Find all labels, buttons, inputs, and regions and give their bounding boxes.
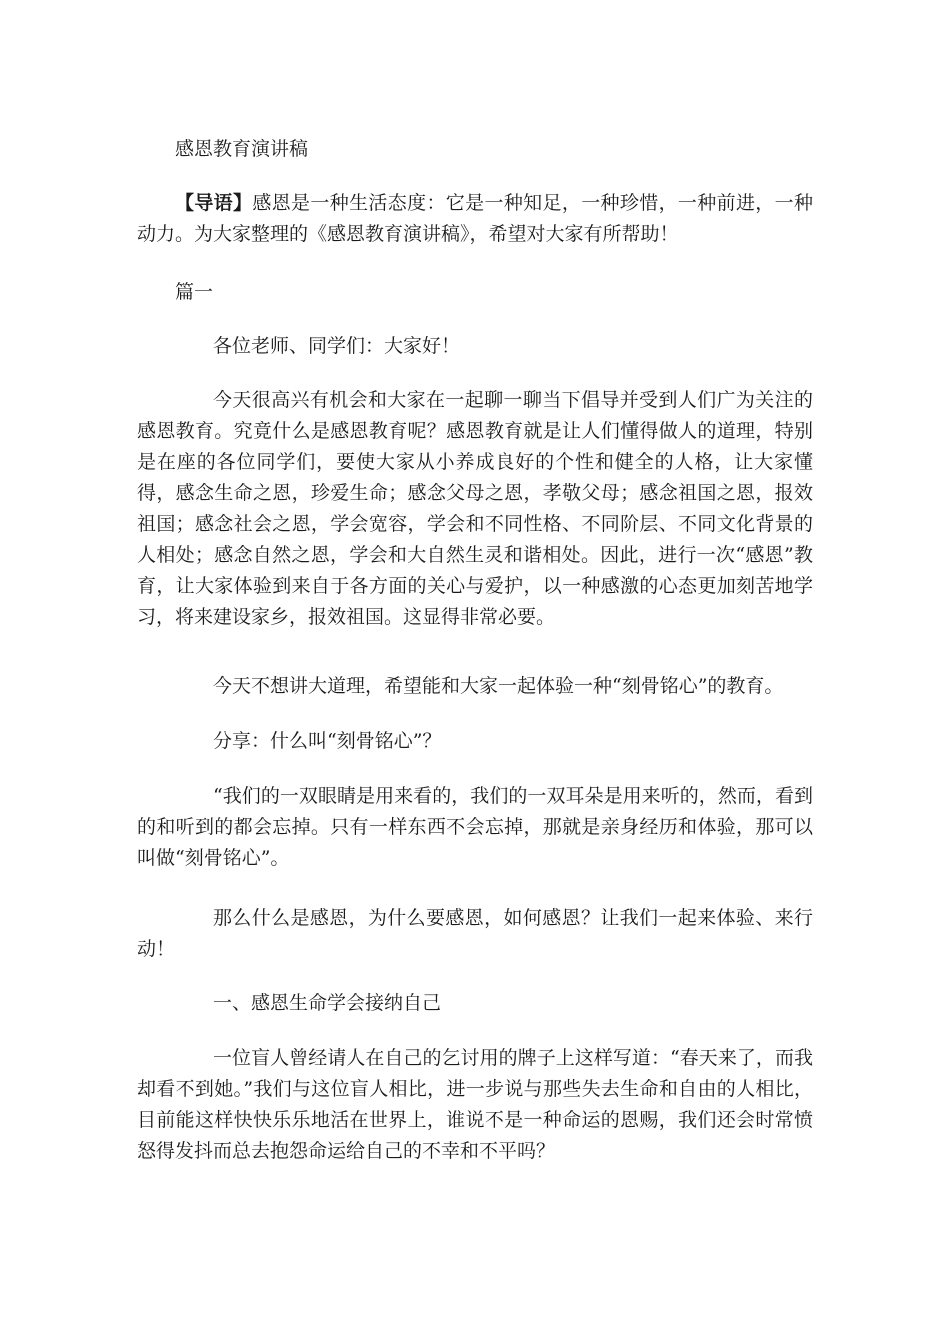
body-paragraph-6: 一位盲人曾经请人在自己的乞讨用的牌子上这样写道：“春天来了，而我却看不到她。”我们与这位盲人相比，进一步说与那些失去生命和自由的人相比，目前能这样快快乐乐地活在世界上，谁说不是一种命运的恩赐，我们还会时常愤怒得发抖而总去抱怨命运给自己的不幸和不平吗？ [137,1047,813,1162]
intro-text: 感恩是一种生活态度：它是一种知足，一种珍惜，一种前进，一种动力。为大家整理的《感恩教育演讲稿》，希望对大家有所帮助！ [137,192,813,245]
body-paragraph-1: 今天很高兴有机会和大家在一起聊一聊当下倡导并受到人们广为关注的感恩教育。究竟什么是感恩教育呢？感恩教育就是让人们懂得做人的道理，特别是在座的各位同学们，要使大家从小养成良好的个性和健全的人格，让大家懂得，感念生命之恩，珍爱生命；感念父母之恩，孝敬父母；感念祖国之恩，报效祖国；感念社会之恩，学会宽容，学会和不同性格、不同阶层、不同文化背景的人相处；感念自然之恩，学会和大自然生灵和谐相处。因此，进行一次“感恩”教育，让大家体验到来自于各方面的关心与爱护，以一种感激的心态更加刻苦地学习，将来建设家乡，报效祖国。这显得非常必要。 [137,389,813,628]
body-paragraph-3: 分享：什么叫“刻骨铭心”？ [213,730,442,752]
document-title: 感恩教育演讲稿 [175,138,309,160]
body-paragraph-4: “我们的一双眼睛是用来看的，我们的一双耳朵是用来听的，然而，看到的和听到的都会忘掉。只有一样东西不会忘掉，那就是亲身经历和体验，那可以叫做“刻骨铭心”。 [137,785,813,869]
section-label: 篇一 [175,281,214,303]
body-paragraph-2: 今天不想讲大道理，希望能和大家一起体验一种“刻骨铭心”的教育。 [213,675,784,697]
section-heading-1: 一、感恩生命学会接纳自己 [213,992,442,1014]
greeting-paragraph: 各位老师、同学们：大家好！ [213,335,461,357]
intro-paragraph [137,188,813,250]
intro-label: 【导语】 [175,192,253,214]
body-paragraph-5: 那么什么是感恩，为什么要感恩，如何感恩？让我们一起来体验、来行动！ [137,907,813,960]
